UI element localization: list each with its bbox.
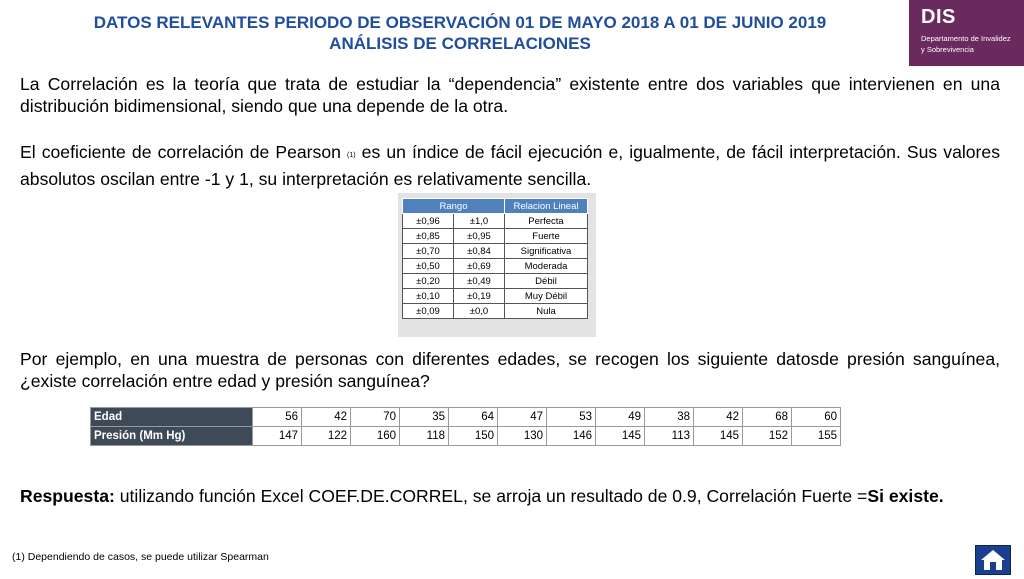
range-cell: ±1,0 [454,214,505,229]
row-label: Presión (Mm Hg) [91,427,253,446]
relation-cell: Significativa [505,244,588,259]
value-cell: 145 [694,427,743,446]
intro-paragraph: La Correlación es la teoría que trata de estudiar la “dependencia” existente entre dos variables que intervienen en una distribución bidimensional, siendo que una depende de la otra. [20,74,1000,116]
answer-text: utilizando función Excel COEF.DE.CORREL, se arroja un resultado de 0.9, Correlación Fuerte = [114,486,868,506]
relation-cell: Nula [505,304,588,319]
range-cell: ±0,96 [403,214,454,229]
logo-subtitle [921,33,1011,55]
value-cell: 113 [645,427,694,446]
range-header: Rango [403,199,505,214]
range-table-image [398,193,596,337]
value-cell: 150 [449,427,498,446]
home-button[interactable] [975,545,1011,575]
range-cell: ±0,50 [403,259,454,274]
relation-cell: Débil [505,274,588,289]
range-cell: ±0,70 [403,244,454,259]
row-label: Edad [91,408,253,427]
footnote-ref: (1) [347,152,356,159]
value-cell: 38 [645,408,694,427]
logo-line-2: y Sobrevivencia [921,45,974,54]
relation-cell: Moderada [505,259,588,274]
relation-header: Relacion Lineal [505,199,588,214]
range-row [403,274,588,289]
value-cell: 147 [253,427,302,446]
range-cell: ±0,19 [454,289,505,304]
page-title [20,12,900,54]
logo-line-1: Departamento de Invalidez [921,34,1011,43]
range-cell: ±0,85 [403,229,454,244]
data-table [90,407,841,446]
relation-cell: Perfecta [505,214,588,229]
range-row [403,244,588,259]
value-cell: 152 [743,427,792,446]
value-cell: 56 [253,408,302,427]
value-cell: 42 [694,408,743,427]
logo-abbr: DIS [921,6,956,28]
answer-label: Respuesta: [20,486,115,506]
range-row [403,259,588,274]
example-paragraph: Por ejemplo, en una muestra de personas con diferentes edades, se recogen los siguiente datosde presión sanguínea, ¿existe correlación entre edad y presión sanguínea? [20,349,1000,391]
dis-logo [909,0,1024,66]
answer-paragraph [20,485,1000,507]
answer-conclusion: Si existe. [867,486,944,506]
value-cell: 47 [498,408,547,427]
range-cell: ±0,09 [403,304,454,319]
range-row [403,304,588,319]
value-cell: 68 [743,408,792,427]
range-cell: ±0,0 [454,304,505,319]
range-row [403,289,588,304]
value-cell: 70 [351,408,400,427]
value-cell: 64 [449,408,498,427]
data-row [91,408,841,427]
relation-cell: Muy Débil [505,289,588,304]
pearson-text-a: El coeficiente de correlación de Pearson [20,142,341,162]
value-cell: 160 [351,427,400,446]
value-cell: 118 [400,427,449,446]
range-cell: ±0,95 [454,229,505,244]
range-row [403,214,588,229]
relation-cell: Fuerte [505,229,588,244]
pearson-text-b: es un índice de fácil ejecución e, igualmente, de fácil interpretación. Sus valores absolutos oscilan entre -1 y 1, su interpretación es relativamente sencilla. [20,142,1001,189]
value-cell: 130 [498,427,547,446]
title-line-1: DATOS RELEVANTES PERIODO DE OBSERVACIÓN 01 DE MAYO 2018 A 01 DE JUNIO 2019 [93,13,827,32]
title-line-2: ANÁLISIS DE CORRELACIONES [329,34,591,53]
range-cell: ±0,69 [454,259,505,274]
range-cell: ±0,20 [403,274,454,289]
range-cell: ±0,10 [403,289,454,304]
pearson-paragraph [20,141,1000,190]
home-icon [976,546,1010,574]
value-cell: 42 [302,408,351,427]
data-row [91,427,841,446]
value-cell: 145 [596,427,645,446]
value-cell: 122 [302,427,351,446]
range-cell: ±0,49 [454,274,505,289]
value-cell: 53 [547,408,596,427]
value-cell: 60 [792,408,841,427]
value-cell: 155 [792,427,841,446]
footnote: (1) Dependiendo de casos, se puede utilizar Spearman [12,551,269,563]
range-cell: ±0,84 [454,244,505,259]
range-row [403,229,588,244]
value-cell: 49 [596,408,645,427]
value-cell: 146 [547,427,596,446]
value-cell: 35 [400,408,449,427]
range-table [402,198,588,319]
